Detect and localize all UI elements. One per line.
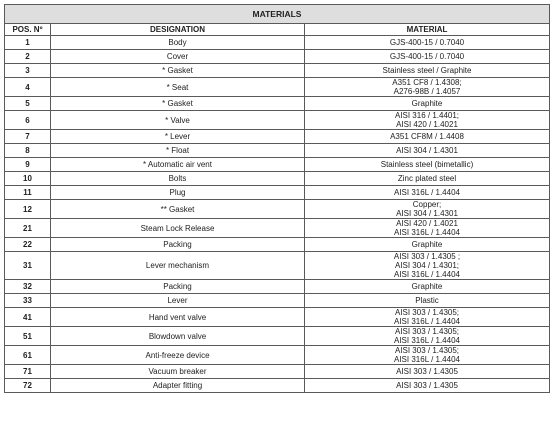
designation-cell: * Float — [51, 144, 305, 158]
material-line: Zinc plated steel — [397, 174, 457, 183]
material-cell — [305, 365, 550, 379]
designation-cell: * Automatic air vent — [51, 158, 305, 172]
designation-cell: Cover — [51, 50, 305, 64]
material-cell — [305, 36, 550, 50]
designation-cell: Bolts — [51, 172, 305, 186]
designation-cell: Lever — [51, 294, 305, 308]
material-cell — [305, 219, 550, 238]
material-cell — [305, 238, 550, 252]
material-cell — [305, 280, 550, 294]
material-line: A276-98B / 1.4057 — [393, 87, 461, 96]
table-row — [5, 252, 550, 280]
pos-cell: 11 — [5, 186, 51, 200]
table-body — [5, 36, 550, 393]
material-line: Plastic — [415, 296, 439, 305]
pos-cell: 21 — [5, 219, 51, 238]
pos-cell: 22 — [5, 238, 51, 252]
material-line: AISI 303 / 1.4305; — [394, 308, 460, 317]
material-line: AISI 316L / 1.4404 — [394, 336, 460, 345]
designation-cell: * Lever — [51, 130, 305, 144]
designation-cell: Lever mechanism — [51, 252, 305, 280]
table-row — [5, 36, 550, 50]
designation-cell: Plug — [51, 186, 305, 200]
table-row — [5, 172, 550, 186]
material-line: Stainless steel / Graphite — [382, 66, 472, 75]
pos-cell: 9 — [5, 158, 51, 172]
table-row — [5, 144, 550, 158]
material-cell — [305, 186, 550, 200]
material-line: AISI 303 / 1.4305 — [396, 367, 458, 376]
designation-cell: Hand vent valve — [51, 308, 305, 327]
material-cell — [305, 346, 550, 365]
material-line: Graphite — [411, 240, 443, 249]
header-row — [5, 24, 550, 36]
materials-table — [4, 4, 550, 393]
material-cell — [305, 64, 550, 78]
designation-cell: Steam Lock Release — [51, 219, 305, 238]
table-row — [5, 158, 550, 172]
designation-cell: * Seat — [51, 78, 305, 97]
designation-cell: Anti-freeze device — [51, 346, 305, 365]
designation-cell: * Valve — [51, 111, 305, 130]
table-row — [5, 111, 550, 130]
material-cell — [305, 308, 550, 327]
pos-cell: 31 — [5, 252, 51, 280]
table-row — [5, 97, 550, 111]
material-line: GJS-400-15 / 0.7040 — [389, 52, 465, 61]
material-line: AISI 304 / 1.4301 — [396, 209, 458, 218]
pos-cell: 12 — [5, 200, 51, 219]
pos-cell: 7 — [5, 130, 51, 144]
material-line: AISI 316L / 1.4404 — [394, 228, 460, 237]
material-cell — [305, 158, 550, 172]
pos-cell: 71 — [5, 365, 51, 379]
table-row — [5, 327, 550, 346]
material-cell — [305, 172, 550, 186]
designation-cell: * Gasket — [51, 64, 305, 78]
table-row — [5, 186, 550, 200]
material-line: AISI 303 / 1.4305; — [394, 327, 460, 336]
table-row — [5, 219, 550, 238]
material-line: AISI 316L / 1.4404 — [394, 355, 460, 364]
material-line: AISI 420 / 1.4021 — [396, 219, 458, 228]
material-line: Graphite — [411, 99, 443, 108]
pos-cell: 1 — [5, 36, 51, 50]
material-line: AISI 304 / 1.4301; — [394, 261, 460, 270]
designation-cell: Blowdown valve — [51, 327, 305, 346]
designation-cell: ** Gasket — [51, 200, 305, 219]
material-line: AISI 303 / 1.4305 ; — [393, 252, 461, 261]
pos-cell: 72 — [5, 379, 51, 393]
table-row — [5, 78, 550, 97]
pos-cell: 32 — [5, 280, 51, 294]
material-cell — [305, 78, 550, 97]
header-designation: DESIGNATION — [51, 24, 305, 36]
table-row — [5, 308, 550, 327]
material-line: A351 CF8M / 1.4408 — [390, 132, 464, 141]
material-cell — [305, 252, 550, 280]
table-row — [5, 365, 550, 379]
pos-cell: 6 — [5, 111, 51, 130]
material-cell — [305, 327, 550, 346]
table-row — [5, 294, 550, 308]
material-cell — [305, 97, 550, 111]
table-row — [5, 379, 550, 393]
material-cell — [305, 130, 550, 144]
designation-cell: Vacuum breaker — [51, 365, 305, 379]
material-line: Graphite — [411, 282, 443, 291]
designation-cell: Packing — [51, 280, 305, 294]
material-line: AISI 304 / 1.4301 — [396, 146, 458, 155]
table-row — [5, 64, 550, 78]
material-cell — [305, 144, 550, 158]
material-line: AISI 303 / 1.4305; — [394, 346, 460, 355]
pos-cell: 5 — [5, 97, 51, 111]
table-row — [5, 130, 550, 144]
material-line: AISI 316L / 1.4404 — [394, 188, 460, 197]
pos-cell: 2 — [5, 50, 51, 64]
material-line: AISI 303 / 1.4305 — [396, 381, 458, 390]
table-title: MATERIALS — [5, 5, 550, 24]
table-row — [5, 50, 550, 64]
pos-cell: 41 — [5, 308, 51, 327]
material-cell — [305, 50, 550, 64]
pos-cell: 8 — [5, 144, 51, 158]
designation-cell: * Gasket — [51, 97, 305, 111]
materials-table-container — [4, 4, 549, 393]
material-line: AISI 316L / 1.4404 — [394, 270, 460, 279]
material-cell — [305, 200, 550, 219]
material-line: AISI 316L / 1.4404 — [394, 317, 460, 326]
material-line: AISI 316 / 1.4401; — [394, 111, 460, 120]
pos-cell: 33 — [5, 294, 51, 308]
designation-cell: Adapter fitting — [51, 379, 305, 393]
pos-cell: 4 — [5, 78, 51, 97]
material-line: AISI 420 / 1.4021 — [396, 120, 458, 129]
designation-cell: Body — [51, 36, 305, 50]
material-line: GJS-400-15 / 0.7040 — [389, 38, 465, 47]
material-line: A351 CF8 / 1.4308; — [392, 78, 462, 87]
material-line: Copper; — [412, 200, 442, 209]
table-row — [5, 238, 550, 252]
pos-cell: 51 — [5, 327, 51, 346]
pos-cell: 3 — [5, 64, 51, 78]
table-row — [5, 280, 550, 294]
header-material: MATERIAL — [305, 24, 550, 36]
table-row — [5, 200, 550, 219]
material-cell — [305, 379, 550, 393]
table-row — [5, 346, 550, 365]
material-cell — [305, 111, 550, 130]
header-pos: POS. Nº — [5, 24, 51, 36]
material-cell — [305, 294, 550, 308]
pos-cell: 61 — [5, 346, 51, 365]
designation-cell: Packing — [51, 238, 305, 252]
material-line: Stainless steel (bimetallic) — [380, 160, 474, 169]
pos-cell: 10 — [5, 172, 51, 186]
